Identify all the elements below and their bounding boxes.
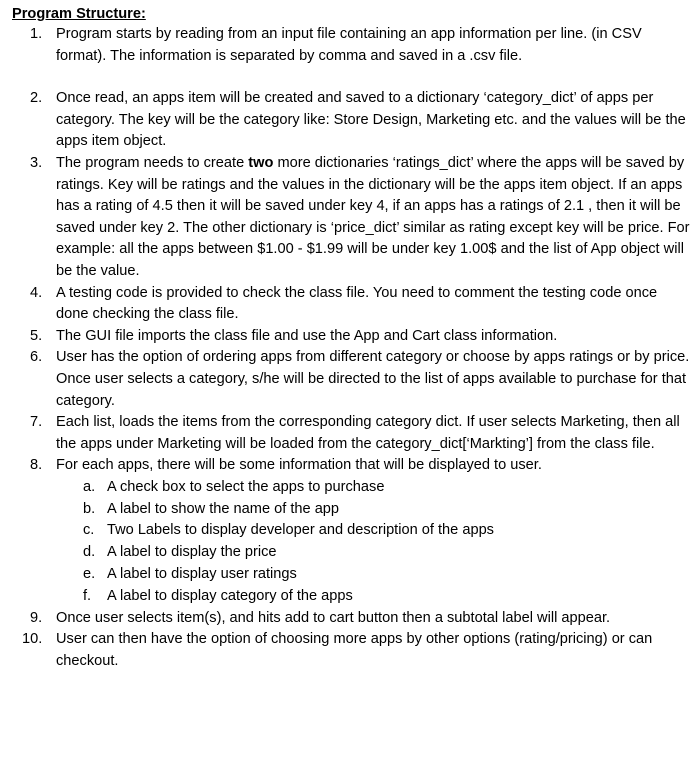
list-item-text: The GUI file imports the class file and use the App and Cart class information. [56, 327, 558, 344]
sub-item-d [56, 542, 690, 564]
list-item-1 [12, 24, 690, 67]
list-number: 8. [30, 457, 43, 474]
list-item-3 [12, 153, 690, 283]
program-steps-list [12, 24, 690, 672]
sub-item-letter: a. [83, 478, 96, 495]
sub-item-letter: e. [83, 566, 96, 583]
list-number: 3. [30, 154, 43, 171]
list-item-text-bold: two [248, 154, 274, 171]
sub-item-a [56, 477, 690, 499]
list-item-text: Once user selects item(s), and hits add to cart button then a subtotal label will appear. [56, 609, 611, 626]
list-item-text: A testing code is provided to check the class file. You need to comment the testing code once done checking the class file. [56, 284, 658, 323]
sub-item-c [56, 520, 690, 542]
list-item-10 [12, 629, 690, 672]
list-number: 4. [30, 284, 43, 301]
list-item-text: Once read, an apps item will be created and saved to a dictionary ‘category_dict’ of apps per category. The key will be the category like: Store Design, Marketing etc. and the values will be the apps item object. [56, 90, 686, 150]
sub-item-letter: b. [83, 500, 96, 517]
sub-list [56, 477, 690, 608]
list-item-9 [12, 608, 690, 630]
list-item-6 [12, 347, 690, 412]
list-item-4 [12, 283, 690, 326]
list-item-text-after: more dictionaries ‘ratings_dict’ where the apps will be saved by ratings. Key will be ratings and the values in the dictionary will be the apps item object. If an apps has a rating of 4.5 then it will be saved under key 4, if an apps has a ratings of 2.1 , then it will be saved under key 2. The other dictionary is ‘price_dict’ similar as rating except key will be price. For example: all the apps between $1.00 - $1.99 will be under key 1.00$ and the list of App object will be the value. [56, 154, 690, 279]
list-number: 2. [30, 90, 43, 107]
list-number: 5. [30, 327, 43, 344]
list-item-text: User can then have the option of choosing more apps by other options (rating/pricing) or can checkout. [56, 631, 653, 669]
sub-item-letter: f. [83, 587, 92, 604]
sub-item-f [56, 586, 690, 608]
sub-item-b [56, 499, 690, 521]
list-number: 9. [30, 609, 43, 626]
list-item-5 [12, 326, 690, 348]
blank-line [12, 67, 690, 88]
sub-item-text: A label to display category of the apps [107, 587, 353, 604]
list-number: 10. [22, 631, 43, 648]
list-item-text: For each apps, there will be some information that will be displayed to user. [56, 457, 542, 474]
page-title: Program Structure: [12, 6, 146, 22]
list-number: 6. [30, 349, 43, 366]
sub-item-text: A check box to select the apps to purchase [107, 478, 385, 495]
list-item-7 [12, 412, 690, 455]
list-item-text-before: The program needs to create [56, 154, 249, 171]
list-item-2 [12, 88, 690, 153]
list-item-text: User has the option of ordering apps from different category or choose by apps ratings or by price. Once user selects a category, s/he will be directed to the list of apps available to purchase for that category. [56, 349, 690, 409]
list-item-text: Program starts by reading from an input file containing an app information per line. (in CSV format). The information is separated by comma and saved in a .csv file. [56, 26, 642, 64]
sub-item-text: Two Labels to display developer and description of the apps [107, 522, 494, 539]
list-number: 1. [30, 26, 43, 42]
sub-item-text: A label to show the name of the app [107, 500, 340, 517]
sub-item-e [56, 564, 690, 586]
list-item-text: Each list, loads the items from the corresponding category dict. If user selects Marketing, then all the apps under Marketing will be loaded from the category_dict[‘Markting’] from the class file. [56, 414, 680, 452]
sub-item-letter: d. [83, 544, 96, 561]
list-item-8 [12, 455, 690, 607]
sub-item-text: A label to display the price [107, 544, 277, 561]
sub-item-text: A label to display user ratings [107, 566, 297, 583]
list-number: 7. [30, 414, 43, 431]
sub-item-letter: c. [83, 522, 95, 539]
